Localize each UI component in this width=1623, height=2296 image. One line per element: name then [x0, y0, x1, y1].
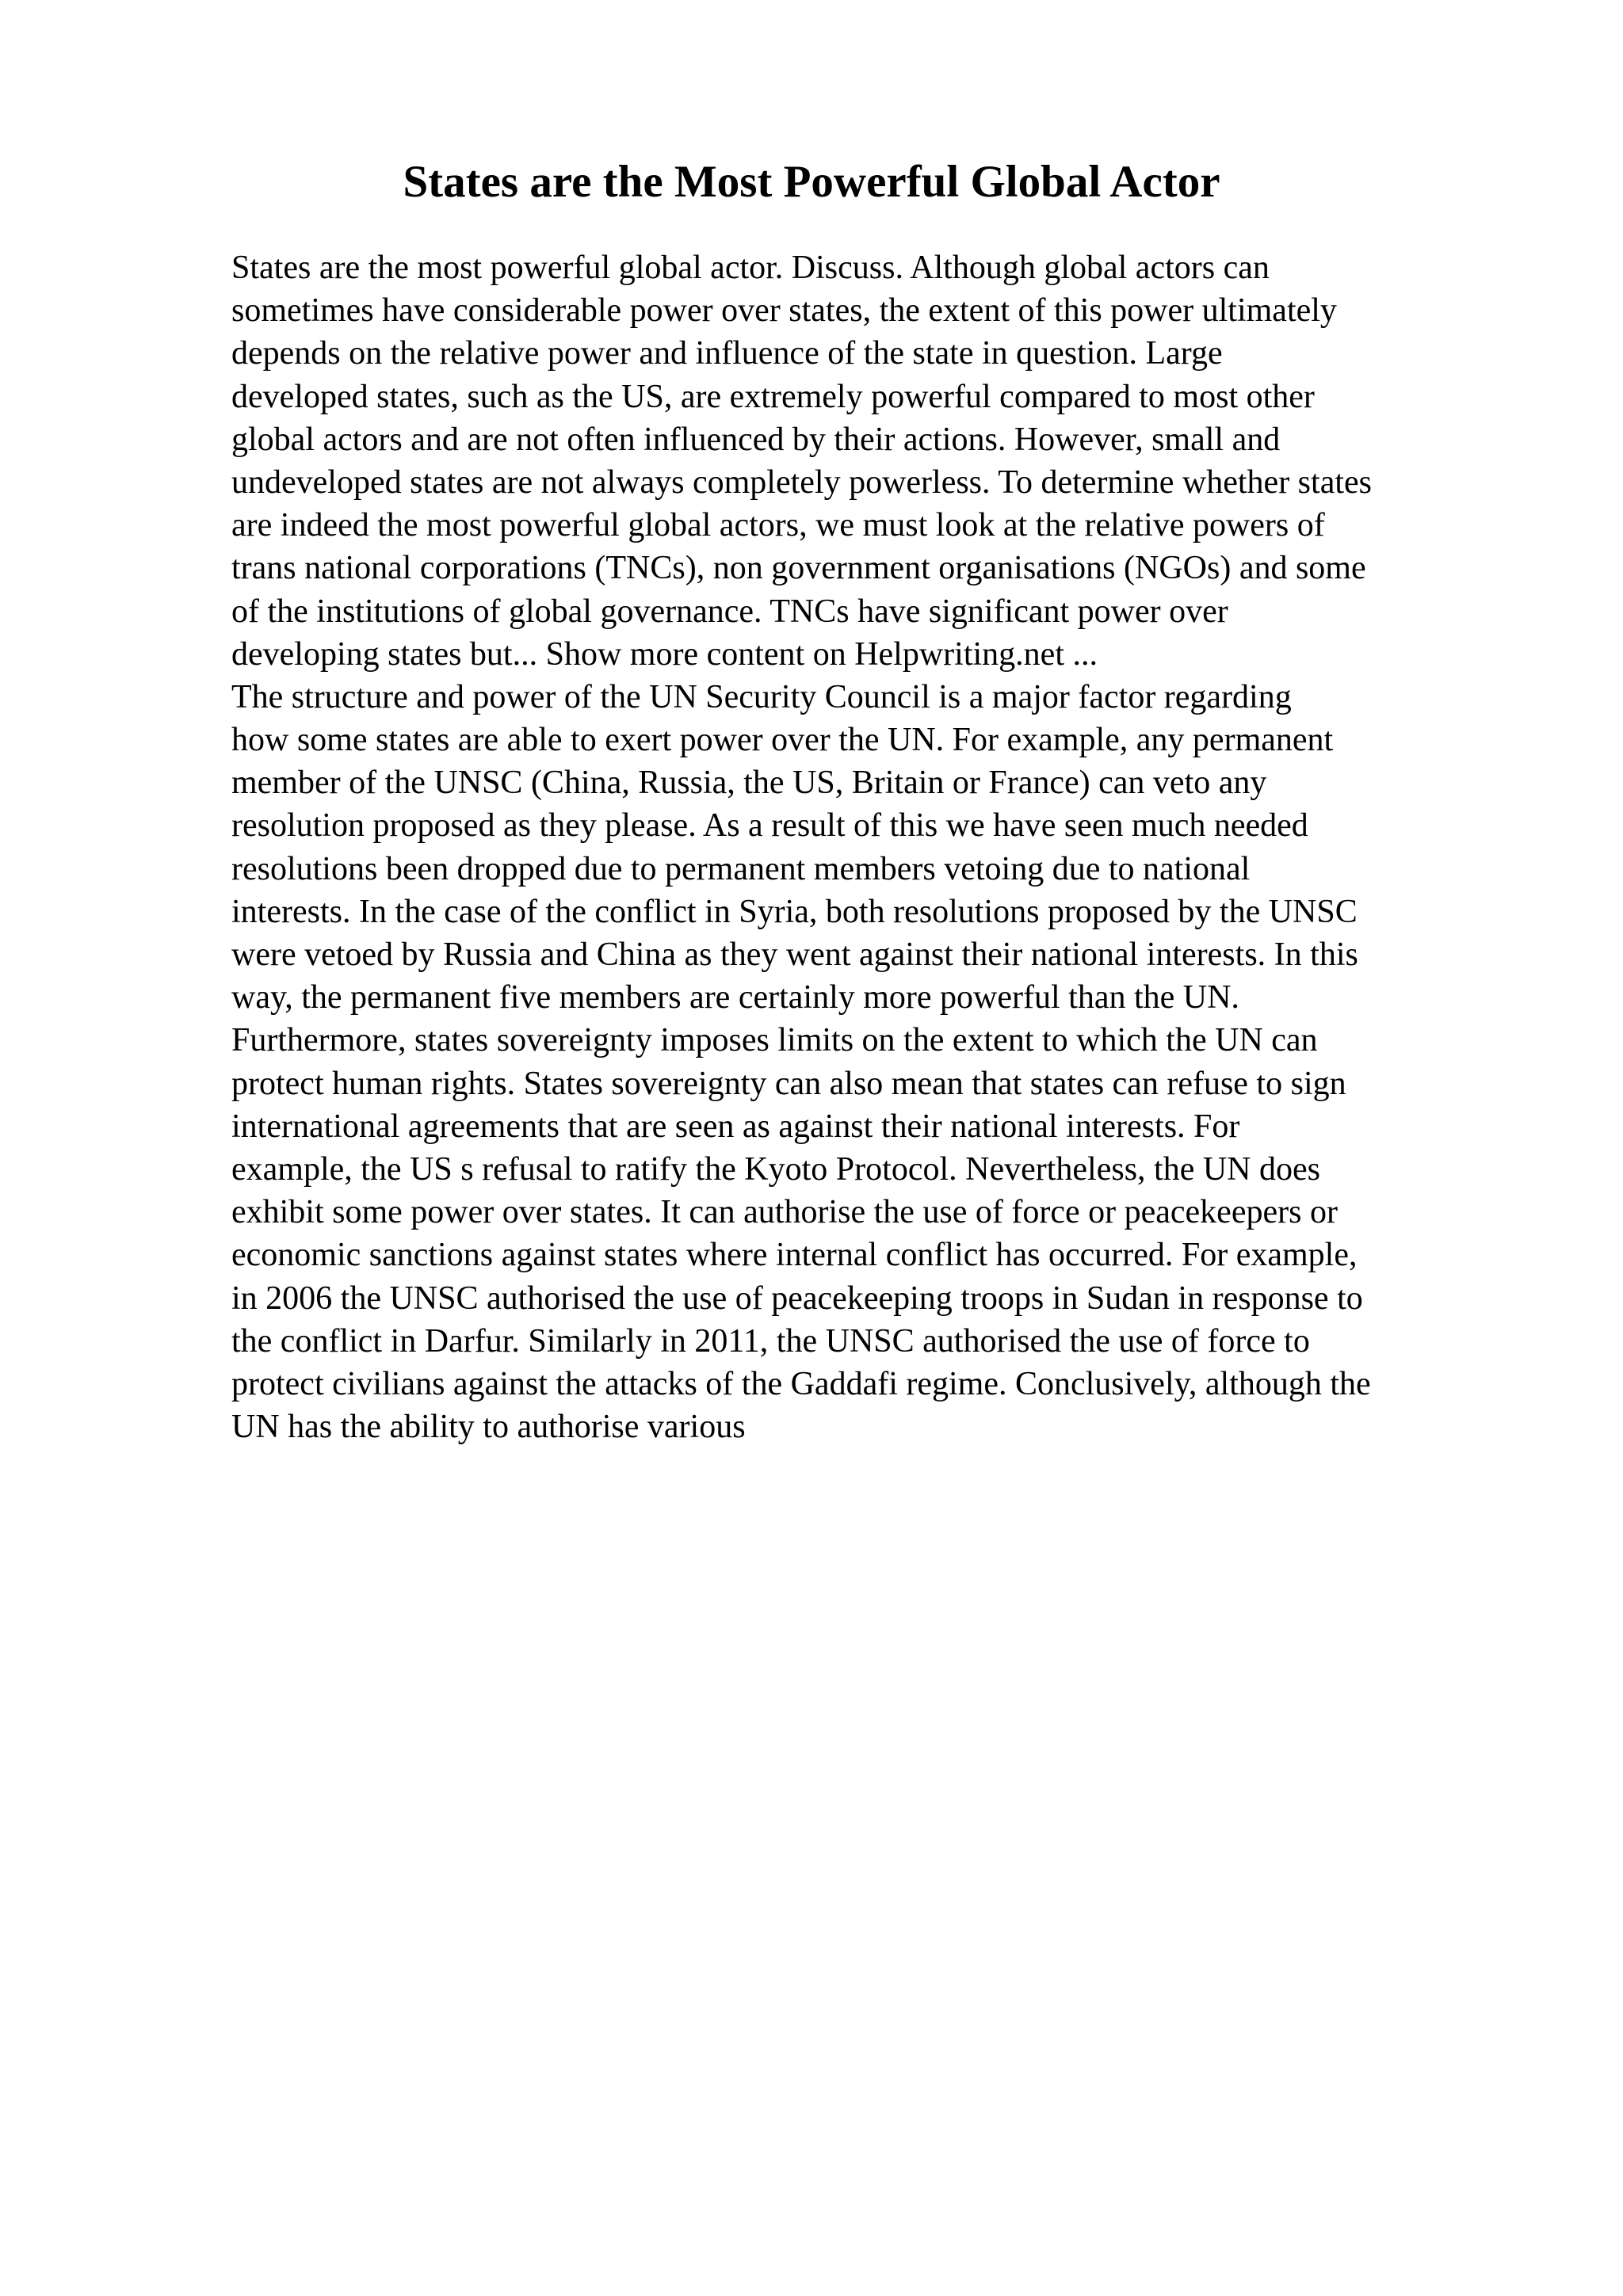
- text-line: resolution proposed as they please. As a result of this we have seen much needed: [231, 807, 1308, 845]
- text-line: resolutions been dropped due to permanent members vetoing due to national: [231, 850, 1251, 887]
- text-line: in 2006 the UNSC authorised the use of peacekeeping troops in Sudan in response to: [231, 1280, 1363, 1317]
- text-line: sometimes have considerable power over states, the extent of this power ultimately: [231, 292, 1337, 330]
- text-line: undeveloped states are not always completely powerless. To determine whether states: [231, 463, 1372, 501]
- text-line: UN has the ability to authorise various: [231, 1409, 746, 1446]
- text-line: exhibit some power over states. It can authorise the use of force or peacekeepers or: [231, 1194, 1338, 1231]
- essay-body: [231, 246, 1531, 1448]
- text-line: the conflict in Darfur. Similarly in 2011, the UNSC authorised the use of force to: [231, 1322, 1310, 1360]
- text-line: example, the US s refusal to ratify the Kyoto Protocol. Nevertheless, the UN does: [231, 1150, 1321, 1188]
- text-line: developing states but... Show more content on Helpwriting.net ...: [231, 635, 1098, 673]
- text-line: international agreements that are seen as against their national interests. For: [231, 1108, 1240, 1145]
- text-line: Furthermore, states sovereignty imposes limits on the extent to which the UN can: [231, 1022, 1318, 1059]
- text-line: were vetoed by Russia and China as they went against their national interests. In this: [231, 936, 1358, 973]
- document-title: States are the Most Powerful Global Actor: [403, 157, 1220, 207]
- text-line: States are the most powerful global actor. Discuss. Although global actors can: [231, 250, 1270, 286]
- text-line: member of the UNSC (China, Russia, the US, Britain or France) can veto any: [231, 765, 1267, 802]
- text-line: economic sanctions against states where internal conflict has occurred. For example,: [231, 1237, 1358, 1274]
- text-line: of the institutions of global governance. TNCs have significant power over: [231, 593, 1228, 630]
- text-line: how some states are able to exert power over the UN. For example, any permanent: [231, 722, 1334, 759]
- text-line: The structure and power of the UN Security Council is a major factor regarding: [231, 678, 1292, 715]
- text-line: are indeed the most powerful global actors, we must look at the relative powers of: [231, 507, 1325, 544]
- text-line: protect civilians against the attacks of the Gaddafi regime. Conclusively, although the: [231, 1365, 1371, 1402]
- text-line: global actors and are not often influenced by their actions. However, small and: [231, 421, 1281, 458]
- text-line: protect human rights. States sovereignty can also mean that states can refuse to sign: [231, 1065, 1346, 1102]
- text-line: depends on the relative power and influence of the state in question. Large: [231, 335, 1223, 372]
- text-line: way, the permanent five members are certainly more powerful than the UN.: [231, 979, 1239, 1016]
- text-line: trans national corporations (TNCs), non government organisations (NGOs) and some: [231, 550, 1366, 587]
- text-line: developed states, such as the US, are extremely powerful compared to most other: [231, 378, 1315, 415]
- text-line: interests. In the case of the conflict in Syria, both resolutions proposed by the UNSC: [231, 893, 1358, 930]
